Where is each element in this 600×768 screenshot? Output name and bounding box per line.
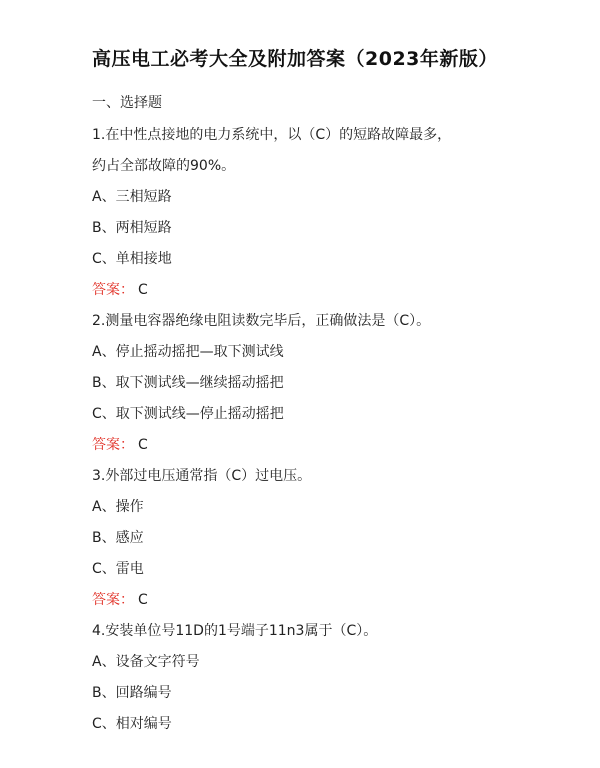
answer-value: C xyxy=(138,282,148,298)
question-4-option-a: A、设备文字符号 xyxy=(92,654,200,670)
answer-value: C xyxy=(138,592,148,608)
question-2-option-c: C、取下测试线—停止摇动摇把 xyxy=(92,406,284,422)
document-title: 高压电工必考大全及附加答案（2023年新版） xyxy=(92,48,498,70)
question-1-stem-continued: 约占全部故障的90%。 xyxy=(92,158,236,174)
question-3-answer xyxy=(92,589,148,609)
section-heading: 一、选择题 xyxy=(92,95,162,111)
question-4-option-b: B、回路编号 xyxy=(92,685,172,701)
question-1-option-b: B、两相短路 xyxy=(92,220,172,236)
question-1-option-c: C、单相接地 xyxy=(92,251,172,267)
question-1-answer xyxy=(92,279,148,299)
question-4-option-c: C、相对编号 xyxy=(92,716,172,732)
question-3-option-b: B、感应 xyxy=(92,530,144,546)
question-2-option-b: B、取下测试线—继续摇动摇把 xyxy=(92,375,284,391)
question-2-option-a: A、停止摇动摇把—取下测试线 xyxy=(92,344,284,360)
question-1-option-a: A、三相短路 xyxy=(92,189,172,205)
answer-label: 答案： xyxy=(92,592,134,608)
answer-label: 答案： xyxy=(92,282,134,298)
question-3-option-a: A、操作 xyxy=(92,499,144,515)
answer-label: 答案： xyxy=(92,437,134,453)
question-4-stem: 4.安装单位号11D的1号端子11n3属于（C）。 xyxy=(92,623,378,639)
question-3-option-c: C、雷电 xyxy=(92,561,144,577)
question-2-stem: 2.测量电容器绝缘电阻读数完毕后，正确做法是（C）。 xyxy=(92,313,431,329)
question-2-answer xyxy=(92,434,148,454)
answer-value: C xyxy=(138,437,148,453)
question-1-stem: 1.在中性点接地的电力系统中，以（C）的短路故障最多， xyxy=(92,127,452,143)
question-3-stem: 3.外部过电压通常指（C）过电压。 xyxy=(92,468,312,484)
